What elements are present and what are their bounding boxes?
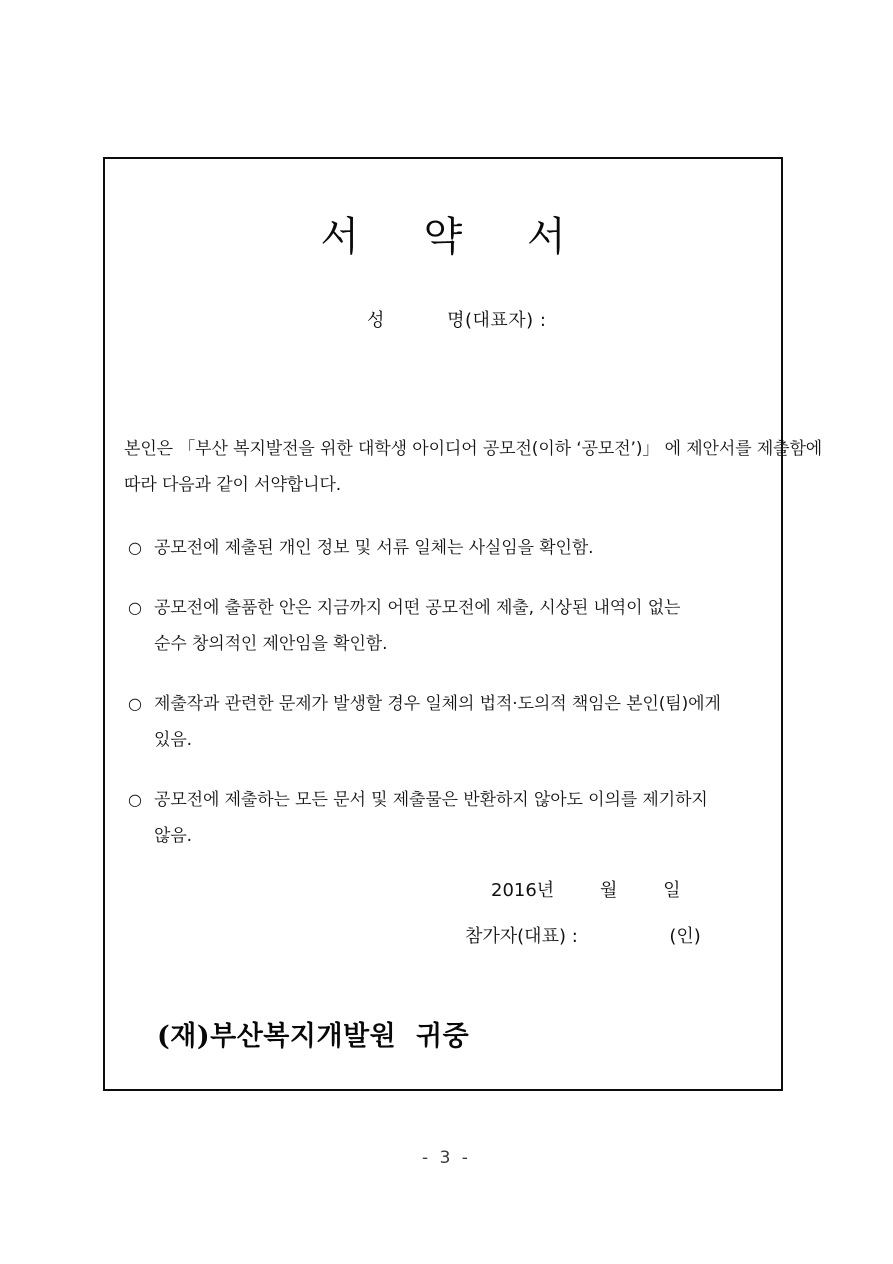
pledge-clause-line: 공모전에 출품한 안은 지금까지 어떤 공모전에 제출, 시상된 내역이 없는 <box>154 598 681 618</box>
signature-block <box>465 874 775 954</box>
page-number: - 3 - <box>422 1148 471 1168</box>
circle-bullet-icon: ○ <box>128 694 142 713</box>
pledge-clause-line: 공모전에 제출된 개인 정보 및 서류 일체는 사실임을 확인함. <box>154 538 594 558</box>
pledge-clause-body <box>124 686 771 758</box>
signer-line: 참가자(대표) : (인) <box>465 926 701 947</box>
page-title: 서 약 서 <box>320 214 592 260</box>
date-line: 2016년 월 일 <box>491 880 681 901</box>
intro-paragraph <box>124 431 823 503</box>
circle-bullet-icon: ○ <box>128 790 142 809</box>
intro-line: 본인은 「부산 복지발전을 위한 대학생 아이디어 공모전(이하 ‘공모전’)」 에 제안서를 제출함에 <box>124 439 823 459</box>
document-border-frame <box>103 157 823 1091</box>
name-field-label: 성 명(대표자) : <box>367 310 547 331</box>
pledge-clause <box>124 782 771 854</box>
addressee-organization: (재)부산복지개발원 귀중 <box>157 1021 470 1052</box>
circle-bullet-icon: ○ <box>128 598 142 617</box>
intro-line: 따라 다음과 같이 서약합니다. <box>124 475 342 495</box>
pledge-clause <box>124 686 771 758</box>
document-content <box>105 159 823 1089</box>
pledge-clause-line: 공모전에 제출하는 모든 문서 및 제출물은 반환하지 않아도 이의를 제기하지 <box>154 790 708 810</box>
pledge-clause-line: 순수 창의적인 제안임을 확인함. <box>154 634 388 654</box>
pledge-clause-body <box>124 590 771 662</box>
pledge-clause-line: 제출작과 관련한 문제가 발생할 경우 일체의 법적·도의적 책임은 본인(팀)에게 <box>154 694 721 714</box>
pledge-clause-body <box>124 782 771 854</box>
circle-bullet-icon: ○ <box>128 538 142 557</box>
pledge-clause-list <box>124 530 771 878</box>
pledge-clause-body <box>124 530 771 566</box>
pledge-clause-line: 않음. <box>154 826 192 846</box>
pledge-clause <box>124 530 771 566</box>
pledge-clause-line: 있음. <box>154 730 192 750</box>
pledge-clause <box>124 590 771 662</box>
